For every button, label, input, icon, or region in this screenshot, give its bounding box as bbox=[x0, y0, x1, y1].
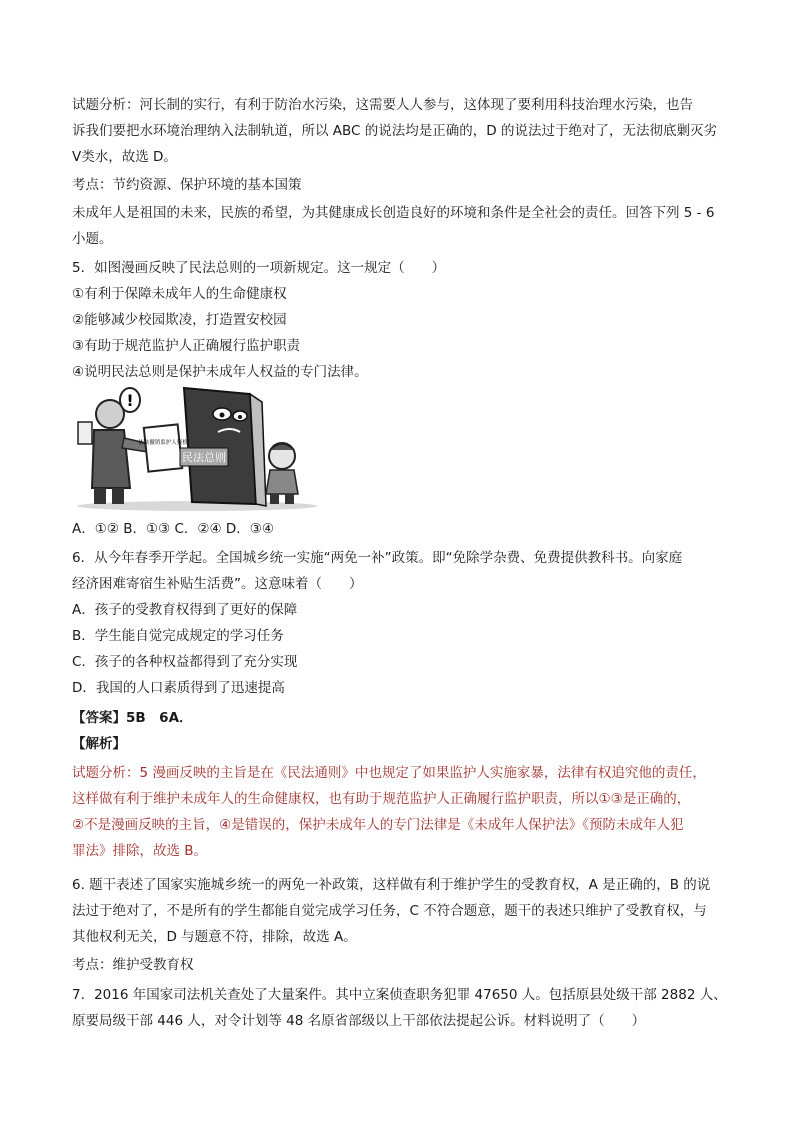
exclaim-mark: ! bbox=[126, 391, 134, 410]
intro bbox=[72, 200, 724, 252]
text-line: 试题分析：河长制的实行，有利于防治水污染，这需要人人参与，这体现了要利用科技治理水污染，也告 bbox=[72, 97, 693, 113]
text-line: 法过于绝对了，不是所有的学生都能自觉完成学习任务，C 不符合题意，题干的表述只维护了受教育权，与 bbox=[72, 903, 707, 919]
answer-section bbox=[72, 705, 724, 757]
question-6 bbox=[72, 545, 724, 701]
option-c: C．孩子的各种权益都得到了充分实现 bbox=[72, 654, 298, 670]
answer-line: 【答案】5B 6A． bbox=[72, 710, 193, 726]
paper-label: 依法撤销监护人资格 bbox=[138, 440, 188, 446]
question-5 bbox=[72, 255, 724, 385]
question-stem: 5．如图漫画反映了民法总则的一项新规定。这一规定（ ） bbox=[72, 260, 446, 276]
question-stem: 经济困难寄宿生补贴生活费”。这意味着（ ） bbox=[72, 576, 363, 592]
option-4: ④说明民法总则是保护未成年人权益的专门法律。 bbox=[72, 364, 368, 380]
text-line: 试题分析：5 漫画反映的主旨是在《民法通则》中也规定了如果监护人实施家暴，法律有权追究他的责任， bbox=[72, 765, 706, 781]
civil-law-book bbox=[180, 388, 266, 506]
choices-line: A．①② B．①③ C．②④ D．③④ bbox=[72, 521, 275, 537]
book-label: 民法总则 bbox=[182, 451, 226, 464]
analysis-5 bbox=[72, 760, 724, 864]
text-line: 小题。 bbox=[72, 231, 113, 247]
option-b: B．学生能自觉完成规定的学习任务 bbox=[72, 628, 284, 644]
kaodian-text: 考点：维护受教育权 bbox=[72, 957, 194, 973]
text-line: ②不是漫画反映的主旨，④是错误的，保护未成年人的专门法律是《未成年人保护法》《预防未成年人犯 bbox=[72, 817, 684, 833]
option-2: ②能够减少校园欺凌，打造置安校园 bbox=[72, 312, 287, 328]
option-a: A．孩子的受教育权得到了更好的保障 bbox=[72, 602, 298, 618]
option-3: ③有助于规范监护人正确履行监护职责 bbox=[72, 338, 301, 354]
text-line: V类水，故选 D。 bbox=[72, 149, 177, 165]
kaodian-6 bbox=[72, 952, 724, 978]
kaodian-prev bbox=[72, 172, 724, 198]
text-line: 6. 题干表述了国家实施城乡统一的两免一补政策，这样做有利于维护学生的受教育权，A 是正确的，B 的说 bbox=[72, 877, 711, 893]
option-1: ①有利于保障未成年人的生命健康权 bbox=[72, 286, 287, 302]
text-line: 未成年人是祖国的未来，民族的希望，为其健康成长创造良好的环境和条件是全社会的责任。回答下列 5 - 6 bbox=[72, 205, 715, 221]
analysis-6 bbox=[72, 872, 724, 950]
text-line: 原要局级干部 446 人，对令计划等 48 名原省部级以上干部依法提起公诉。材料说明了（ ） bbox=[72, 1013, 646, 1029]
analysis-prev bbox=[72, 92, 724, 170]
question-stem: 6．从今年春季开学起。全国城乡统一实施“两免一补”政策。即“免除学杂费、免费提供教科书。向家庭 bbox=[72, 550, 683, 566]
text-line: 诉我们要把水环境治理纳入法制轨道，所以 ABC 的说法均是正确的，D 的说法过于绝对了，无法彻底剿灭劣 bbox=[72, 123, 717, 139]
text-line: 其他权利无关，D 与题意不符，排除，故选 A。 bbox=[72, 929, 357, 945]
question-7 bbox=[72, 982, 727, 1034]
question-5-choices bbox=[72, 516, 724, 542]
option-d: D．我国的人口素质得到了迅速提高 bbox=[72, 680, 285, 696]
text-line: 这样做有利于维护未成年人的生命健康权，也有助于规范监护人正确履行监护职责，所以①③是正确的， bbox=[72, 791, 691, 807]
analysis-title: 【解析】 bbox=[72, 736, 126, 752]
kaodian-text: 考点：节约资源、保护环境的基本国策 bbox=[72, 177, 302, 193]
text-line: 7．2016 年国家司法机关查处了大量案件。其中立案侦查职务犯罪 47650 人。包括原县处级干部 2882 人、 bbox=[72, 987, 727, 1003]
cartoon-image bbox=[72, 380, 322, 512]
text-line: 罪法》排除，故选 B。 bbox=[72, 843, 208, 859]
